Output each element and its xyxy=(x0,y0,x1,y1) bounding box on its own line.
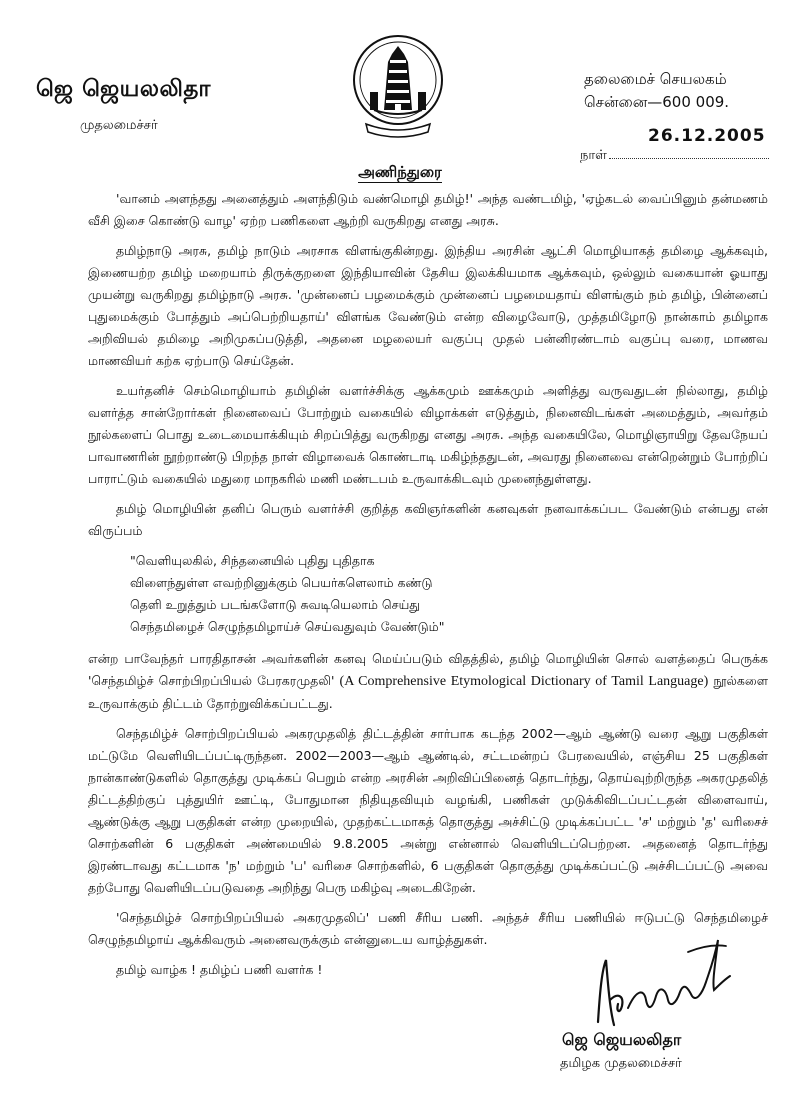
after-poem-lead: என்ற பாவேந்தர் பாரதிதாசன் அவர்களின் கனவு மெய்ப்படும் விதத்தில், தமிழ் மொழியின் சொல் வளத்தைப் பெருக்க 'செந்தமிழ்ச் சொற்பிறப்பியல் பேரகரமுதலி' xyxy=(88,651,768,688)
author-title: முதலமைச்சர் xyxy=(80,118,158,133)
signatory-title: தமிழக முதலமைச்சர் xyxy=(560,1056,682,1071)
after-poem-tail: நூல்களை உருவாக்கும் திட்டம் தோற்றுவிக்கப்பட்டது. xyxy=(88,673,768,711)
office-address xyxy=(584,68,764,114)
date-dots xyxy=(609,148,769,159)
poem-line: "வெளியுலகில், சிந்தனையில் புதிது புதிதாக xyxy=(130,553,375,568)
paragraph: தமிழ் மொழியின் தனிப் பெரும் வளர்ச்சி குறித்த கவிஞர்களின் கனவுகள் நனவாக்கப்பட வேண்டும் என்பது என் விருப்பம் xyxy=(88,501,768,538)
english-dictionary-title: (A Comprehensive Etymological Dictionary of Tamil Language) xyxy=(339,674,709,689)
author-name: ஜெ ஜெயலலிதா xyxy=(36,76,211,102)
paragraph: உயர்தனிச் செம்மொழியாம் தமிழின் வளர்ச்சிக்கு ஆக்கமும் ஊக்கமும் அளித்து வருவதுடன் நில்லாது, தமிழ் வளர்த்த சான்றோர்கள் நினைவைப் போற்றும் வகையில் விழாக்கள் எடுத்தும், நினைவிடங்கள் அமைத்தும், அவர்தம் நூல்களைப் பொது உடைமையாக்கியும் சிறப்பித்து வருகிறது எனது அரசு. அந்த வகையிலே, மொழிஞாயிறு தேவநேயப் பாவாணரின் நூற்றாண்டு பிறந்த நாள் விழாவைக் கொண்டாடி மகிழ்ந்ததுடன், அவரது நினைவை என்றென்றும் போற்றிப் பாராட்டும் வகையில் மதுரை மாநகரில் மணி மண்டபம் உருவாக்கிடவும் முனைந்துள்ளது. xyxy=(88,383,768,486)
state-emblem-icon xyxy=(348,32,448,144)
office-line1: தலைமைச் செயலகம் xyxy=(584,70,727,88)
poem-line: செந்தமிழைச் செழுந்தமிழாய்ச் செய்வதுவும் வேண்டும்" xyxy=(130,619,445,634)
poem-line: விளைந்துள்ள எவற்றினுக்கும் பெயர்களெலாம் கண்டு xyxy=(130,575,433,590)
letter-body xyxy=(88,188,768,989)
closing-greeting: தமிழ் வாழ்க ! தமிழ்ப் பணி வளர்க ! xyxy=(116,962,323,977)
signatory-name: ஜெ ஜெயலலிதா xyxy=(562,1030,682,1049)
paragraph: செந்தமிழ்ச் சொற்பிறப்பியல் அகரமுதலித் திட்டத்தின் சார்பாக கடந்த 2002—ஆம் ஆண்டு வரை ஆறு பகுதிகள் மட்டுமே வெளியிடப்பட்டிருந்தன. 2002—2003—ஆம் ஆண்டில், சட்டமன்றப் பேரவையில், எஞ்சிய 25 பகுதிகள் நான்காண்டுகளில் தொகுத்து முடிக்கப் பெறும் என்ற அரசின் அறிவிப்பினைத் தொடர்ந்து, தொய்வுற்றிருந்த அகரமுதலித் திட்டத்திற்குப் புத்துயிர் ஊட்டி, போதுமான நிதியுதவியும் வழங்கி, பணிகள் முடுக்கிவிடப்பட்டதன் விளைவாய், ஆண்டுக்கு ஆறு பகுதிகள் என்ற முறையில், முதற்கட்டமாகத் தொகுத்து அச்சிட்டு முடிக்கப்பட்ட 'ச' மற்றும் 'த' வரிசைச் சொற்களின் 6 பகுதிகள் அண்மையில் 9.8.2005 அன்று என்னால் வெளியிடப்பெற்றன. அதனைத் தொடர்ந்து இரண்டாவது கட்டமாக 'ந' மற்றும் 'ப' வரிசை சொற்களில், 6 பகுதிகள் தொகுத்து முடிக்கப்பட்டு அச்சிடப்பட்டு அவை தற்போது வெளியிடப்படுவதை அறிந்து பெரு மகிழ்வு அடைகிறேன். xyxy=(88,726,768,895)
paragraph-after-poem xyxy=(88,648,768,715)
poem-quote xyxy=(130,550,768,638)
paragraph: தமிழ்நாடு அரசு, தமிழ் நாடும் அரசாக விளங்குகின்றது. இந்திய அரசின் ஆட்சி மொழியாகத் தமிழை ஆக்கவும், இணையற்ற தமிழ் மறையாம் திருக்குறளை இந்தியாவின் தேசிய இலக்கியமாக ஆக்கவும், ஒல்லும் வகையான் ஓயாது முயன்று வருகிறது தமிழ்நாடு அரசு. 'முன்னைப் பழமைக்கும் முன்னைப் பழமையதாய் விளங்கும் நம் தமிழ், பின்னைப் புதுமைக்கும் போத்தும் அப்பெற்றியதாய்' விளங்க வேண்டும் என்ற விழைவோடு, முத்தமிழோடு நான்காம் தமிழாக அறிவியல் தமிழை அறிமுகப்படுத்தி, அதனை மழலையர் வகுப்பு முதல் பன்னிரண்டாம் வகுப்பு வரை, மாணவ மாணவியர் கற்க ஏற்பாடு செய்தேன். xyxy=(88,243,768,368)
paragraph: 'வானம் அளந்தது அனைத்தும் அளந்திடும் வண்மொழி தமிழ்!' அந்த வண்டமிழ், 'ஏழ்கடல் வைப்பினும் தன்மணம் வீசி இசை கொண்டு வாழ' ஏற்ற பணிகளை ஆற்றி வருகிறது எனது அரசு. xyxy=(88,191,768,228)
date-label: நாள் xyxy=(580,148,607,163)
paragraph: 'செந்தமிழ்ச் சொற்பிறப்பியல் அகரமுதலிப்' பணி சீரிய பணி. அந்தச் சீரிய பணியில் ஈடுபட்டு செந்தமிழைச் செழுந்தமிழாய் ஆக்கிவரும் அனைவருக்கும் என்னுடைய வாழ்த்துகள். xyxy=(88,910,768,947)
poem-line: தெளி உறுத்தும் படங்களோடு சுவடியெலாம் செய்து xyxy=(130,597,421,612)
office-line2: சென்னை—600 009. xyxy=(584,93,730,111)
document-heading xyxy=(0,162,800,183)
handwritten-signature xyxy=(588,930,738,1030)
date-value: 26.12.2005 xyxy=(648,126,766,146)
heading-text: அணிந்துரை xyxy=(358,163,442,181)
